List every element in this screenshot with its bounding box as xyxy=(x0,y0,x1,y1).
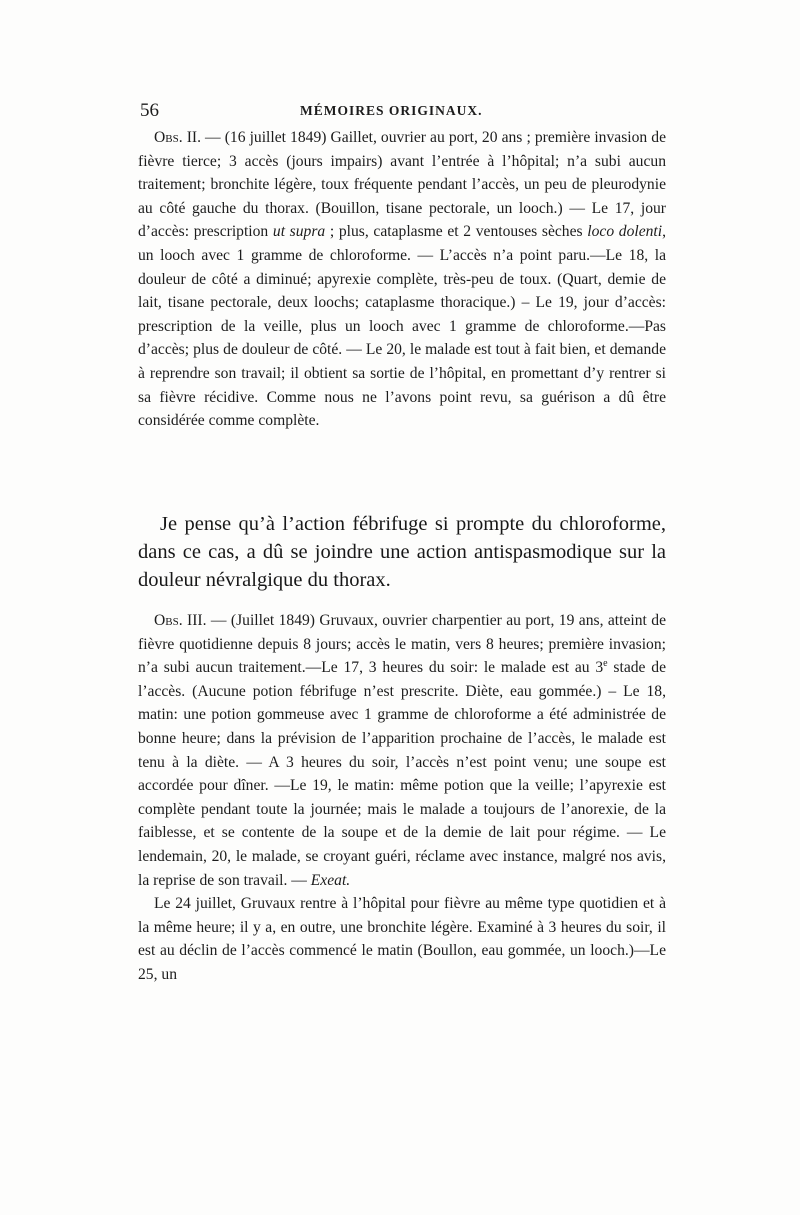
observation-2 xyxy=(138,126,666,433)
inserted-commentary xyxy=(138,510,666,594)
exeat-italic: Exeat. xyxy=(310,871,351,889)
observation-2-italic-b: loco dolenti xyxy=(587,223,663,241)
running-head: MÉMOIRES ORIGINAUX. xyxy=(300,103,483,118)
observation-3-label: Obs. III. xyxy=(154,612,207,629)
observation-3 xyxy=(138,609,666,987)
observation-3-followup: Le 24 juillet, Gruvaux rentre à l’hôpital pour fièvre au même type quotidien et à la même heure; il y a, en outre, une bronchite légère. Examiné à 3 heures du soir, il est au déclin de l’accès commencé le matin (Boullon, eau gommée, un looch.)—Le 25, un xyxy=(138,895,666,983)
page-number: 56 xyxy=(140,100,159,121)
commentary-text: Je pense qu’à l’action fébrifuge si prompte du chloroforme, dans ce cas, a dû se joindre une action antispasmodique sur la douleur névralgique du thorax. xyxy=(138,513,666,591)
page-header xyxy=(140,100,662,124)
observation-2-italic-a: ut supra xyxy=(272,223,326,241)
observation-3-paragraph xyxy=(138,609,666,892)
observation-3-text-a: — (Juillet 1849) Gruvaux, ouvrier charpentier au port, 19 ans, atteint de fièvre quotidienne depuis 8 jours; accès le matin, vers 8 heures; première invasion; n’a subi aucun traitement.—Le 17, 3 heures du soir: le malade est au 3 xyxy=(138,612,666,677)
observation-3-text-b: stade de l’accès. (Aucune potion fébrifuge n’est prescrite. Diète, eau gommée.) – Le 18, matin: une potion gommeuse avec 1 gramme de chloroforme a été administrée de bonne heure; dans la prévision de l’apparition prochaine de l’accès, le malade est tenu à la diète. — A 3 heures du soir, l’accès n’est point venu; une soupe est accordée pour dîner. —Le 19, le matin: même potion que la veille; l’apyrexie est complète pendant toute la journée; mais le malade a toujours de l’anorexie, de la faiblesse, et se contente de la soupe et de la demie de lait pour régime. — Le lendemain, 20, le malade, se croyant guéri, réclame avec instance, malgré nos avis, la reprise de son travail. — xyxy=(138,659,666,889)
observation-2-label: Obs. II. xyxy=(154,129,201,146)
observation-2-text-a: — (16 juillet 1849) Gaillet, ouvrier au port, 20 ans ; première invasion de fièvre tierce; 3 accès (jours impairs) avant l’entrée à l’hôpital; n’a subi aucun traitement; bronchite légère, toux fréquente pendant l’accès, un peu de pleurodynie au côté gauche du thorax. (Bouillon, tisane pectorale, un looch.) — Le 17, jour d’accès: prescription xyxy=(138,129,666,241)
superscript-e: e xyxy=(603,658,608,669)
observation-2-text-b: ; plus, cataplasme et 2 ventouses sèches xyxy=(325,223,588,241)
observation-2-paragraph xyxy=(138,126,666,433)
observation-2-text-c: , un looch avec 1 gramme de chloroforme. — L’accès n’a point paru.—Le 18, la douleur de côté a diminué; apyrexie complète, très-peu de toux. (Quart, demie de lait, tisane pectorale, deux loochs; cataplasme thoracique.) – Le 19, jour d’accès: prescription de la veille, plus un looch avec 1 gramme de chloroforme.—Pas d’accès; plus de douleur de côté. — Le 20, le malade est tout à fait bien, et demande à reprendre son travail; il obtient sa sortie de l’hôpital, en promettant d’y rentrer si sa fièvre récidive. Comme nous ne l’avons point revu, sa guérison a dû être considérée comme complète. xyxy=(138,223,666,430)
